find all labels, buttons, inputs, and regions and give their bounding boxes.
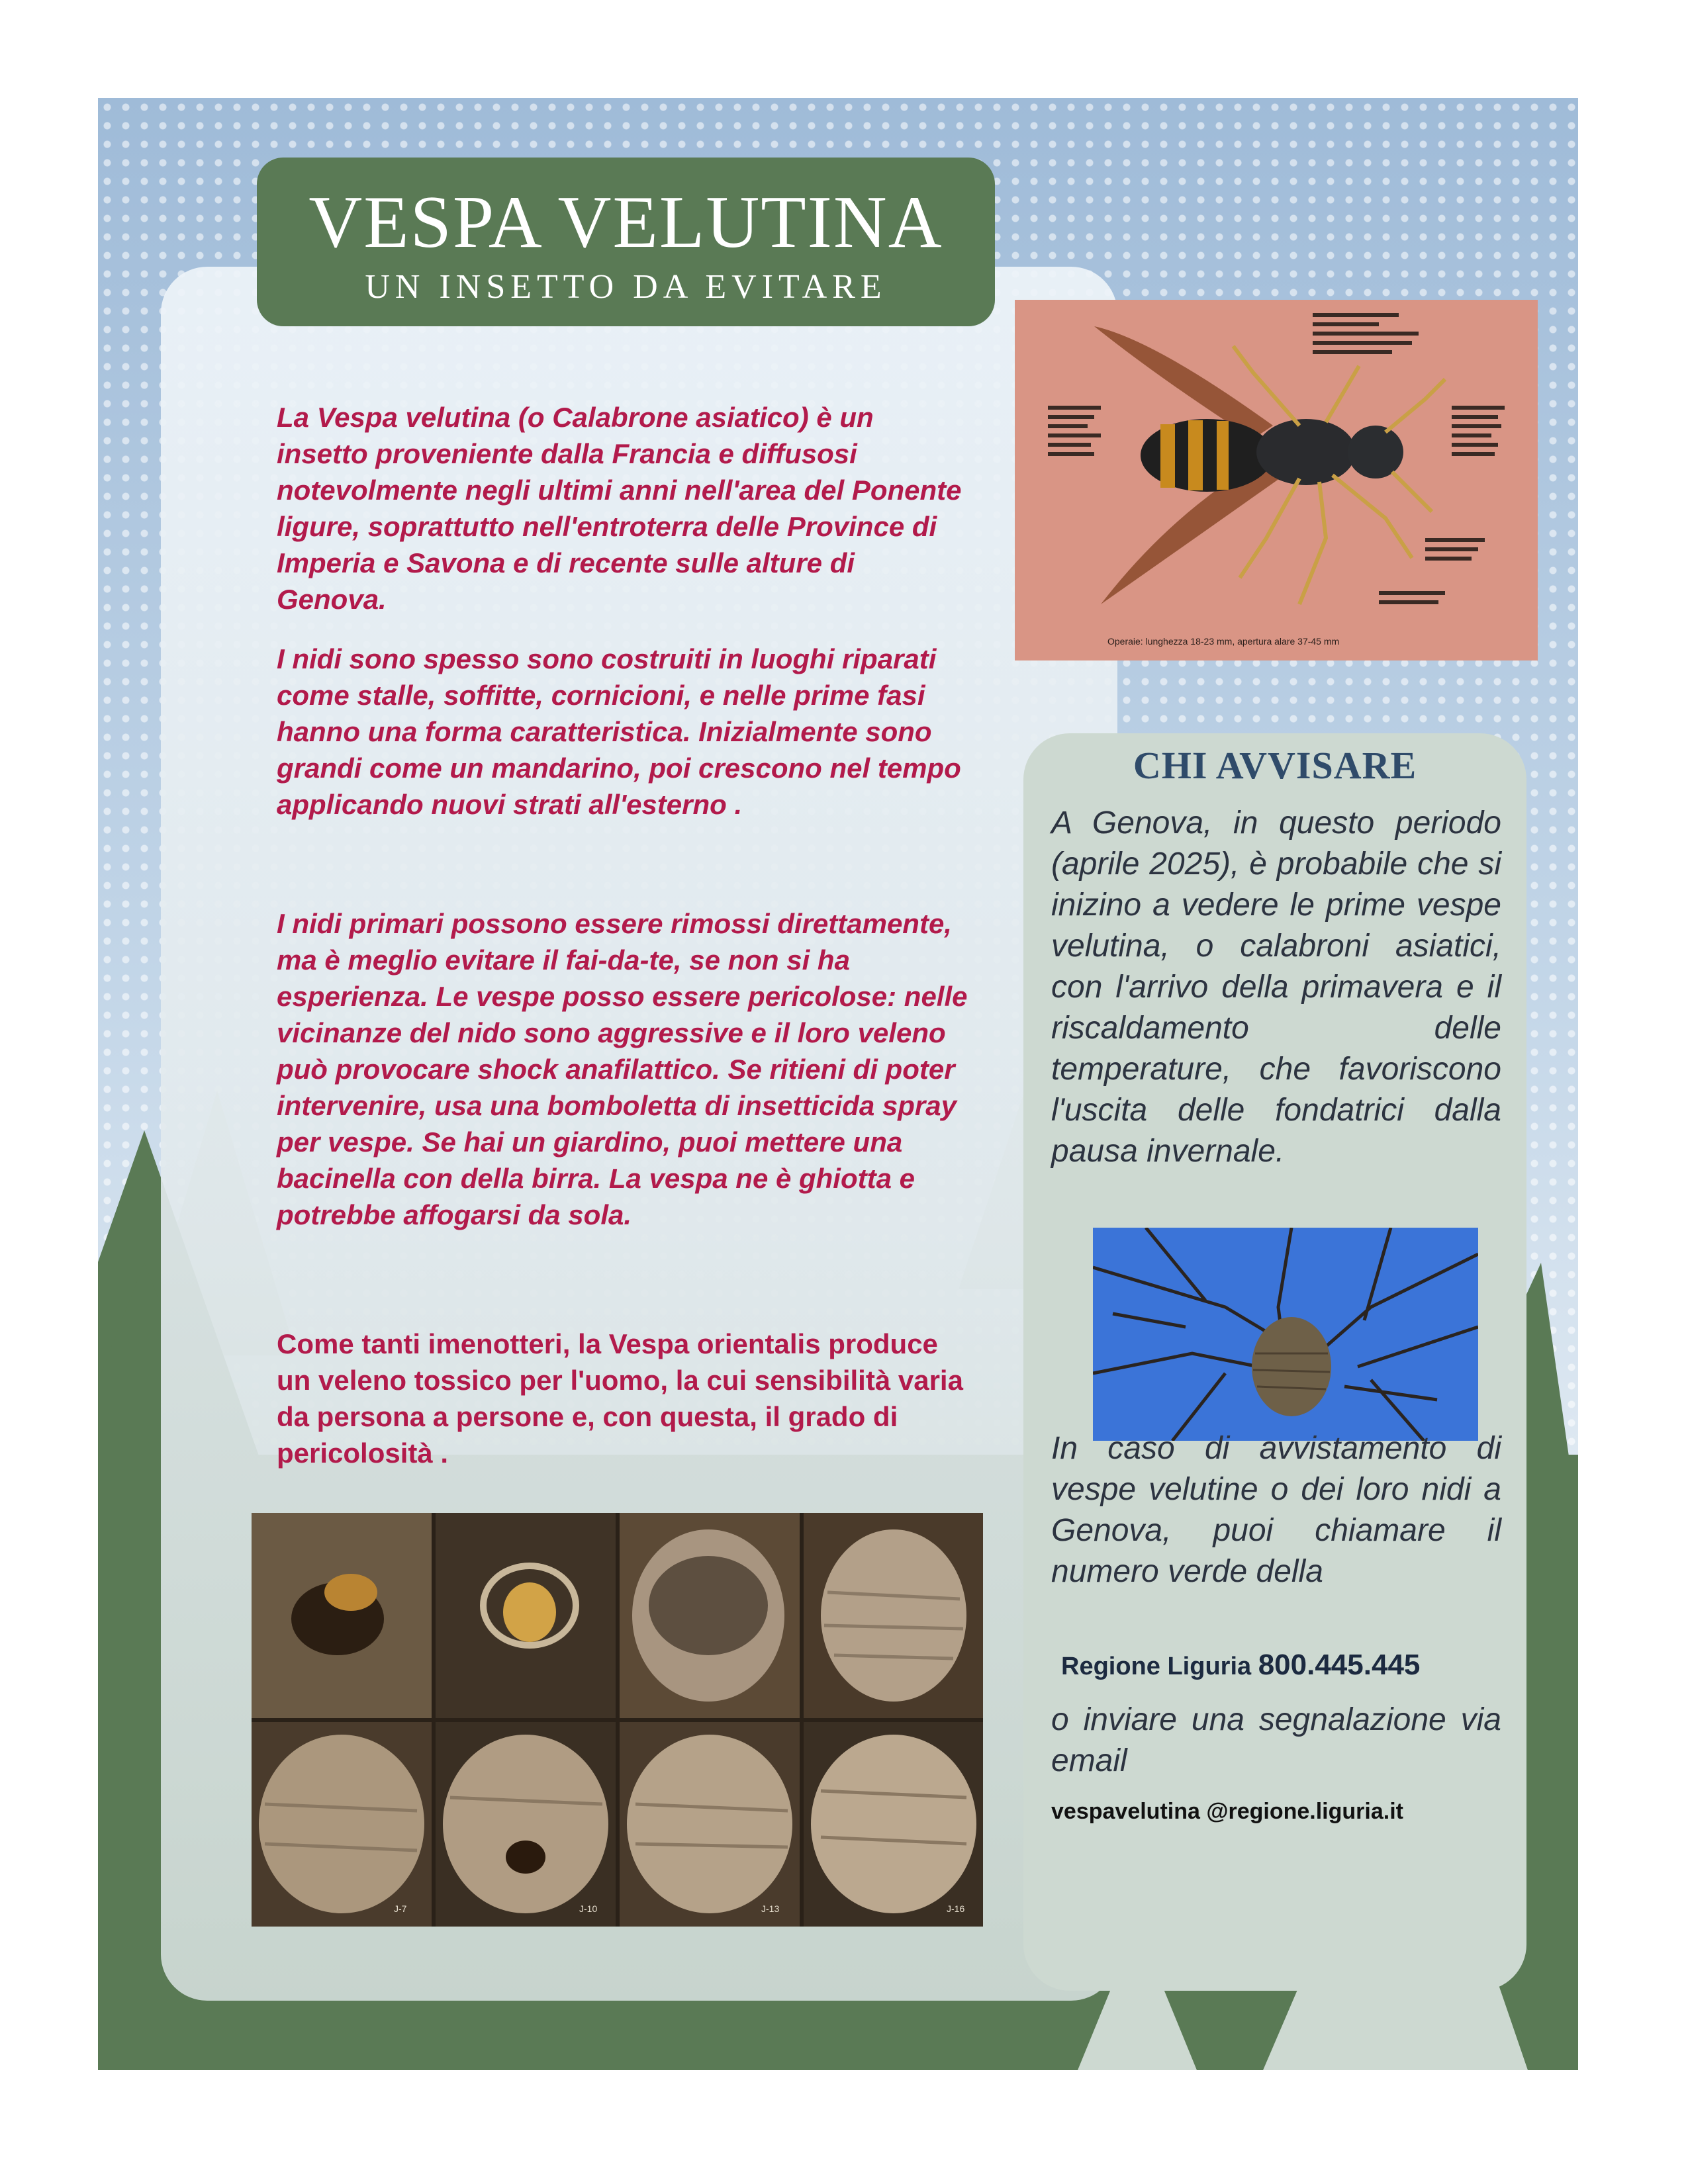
- page-subtitle: UN INSETTO DA EVITARE: [365, 268, 887, 306]
- page-title: VESPA VELUTINA: [308, 181, 943, 263]
- wasp-diagram-photo: [1015, 300, 1538, 660]
- wasp-illustration: [1015, 300, 1538, 660]
- paragraph-venom: [277, 1326, 972, 1471]
- paragraph-nests: [277, 641, 972, 823]
- nest-label-2: J-10: [579, 1903, 598, 1914]
- nest-label-4: J-16: [947, 1903, 965, 1914]
- phone-number[interactable]: 800.445.445: [1258, 1649, 1421, 1681]
- tree-nest-photo: [1093, 1228, 1478, 1441]
- title-banner: [257, 158, 995, 326]
- sidebar-call-text: In caso di avvistamento di vespe velutine o dei loro nidi a Genova, puoi chiamare il numero verde della: [1051, 1431, 1501, 1589]
- sidebar-email-text: o inviare una segnalazione via email: [1051, 1702, 1501, 1778]
- paragraph-1: La Vespa velutina (o Calabrone asiatico) è un insetto proveniente dalla Francia e diffusosi notevolmente negli ultimi anni nell'area del Ponente ligure, soprattutto nell'entroterra delle Province di Imperia e Savona e di recente sulle alture di Genova.: [277, 402, 962, 615]
- tree-nest-illustration: [1093, 1228, 1478, 1441]
- paragraph-removal: [277, 905, 972, 1233]
- poster-frame: [98, 98, 1578, 2070]
- paragraph-3: I nidi primari possono essere rimossi direttamente, ma è meglio evitare il fai-da-te, se non si ha esperienza. Le vespe posso essere pericolose: nelle vicinanze del nido sono aggressive e il loro veleno può provocare shock anafilattico. Se ritieni di poter intervenire, usa una bomboletta di insetticida spray per vespe. Se hai un giardino, puoi mettere una bacinella con della birra. La vespa ne è ghiotta e potrebbe affogarsi da sola.: [277, 908, 968, 1230]
- wasp-diagram-caption: Operaie: lunghezza 18-23 mm, apertura alare 37-45 mm: [1107, 636, 1340, 647]
- sidebar-title: CHI AVVISARE: [1133, 744, 1417, 787]
- nest-stages-grid: [252, 1513, 983, 1927]
- email-address[interactable]: vespavelutina @regione.liguria.it: [1051, 1799, 1403, 1824]
- nest-label-3: J-13: [761, 1903, 780, 1914]
- sidebar-intro: A Genova, in questo periodo (aprile 2025), è probabile che si inizino a vedere le prime vespe velutina, o calabroni asiatici, con l'arrivo della primavera e il riscaldamento delle temperature, che favoriscono l'uscita delle fondatrici dalla pausa invernale.: [1051, 805, 1501, 1169]
- paragraph-2: I nidi sono spesso sono costruiti in luoghi riparati come stalle, soffitte, cornicioni, e nelle prime fasi hanno una forma caratteristica. Inizialmente sono grandi come un mandarino, poi crescono nel tempo applicando nuovi strati all'esterno .: [277, 643, 961, 820]
- region-name: Regione Liguria: [1061, 1653, 1252, 1680]
- paragraph-intro: [277, 399, 972, 617]
- paragraph-4: Come tanti imenotteri, la Vespa orientalis produce un veleno tossico per l'uomo, la cui sensibilità varia da persona a persone e, con questa, il grado di pericolosità .: [277, 1328, 963, 1469]
- phone-line: [1061, 1649, 1420, 1682]
- nest-label-1: J-7: [394, 1903, 407, 1914]
- nest-stages-photo: [252, 1513, 983, 1927]
